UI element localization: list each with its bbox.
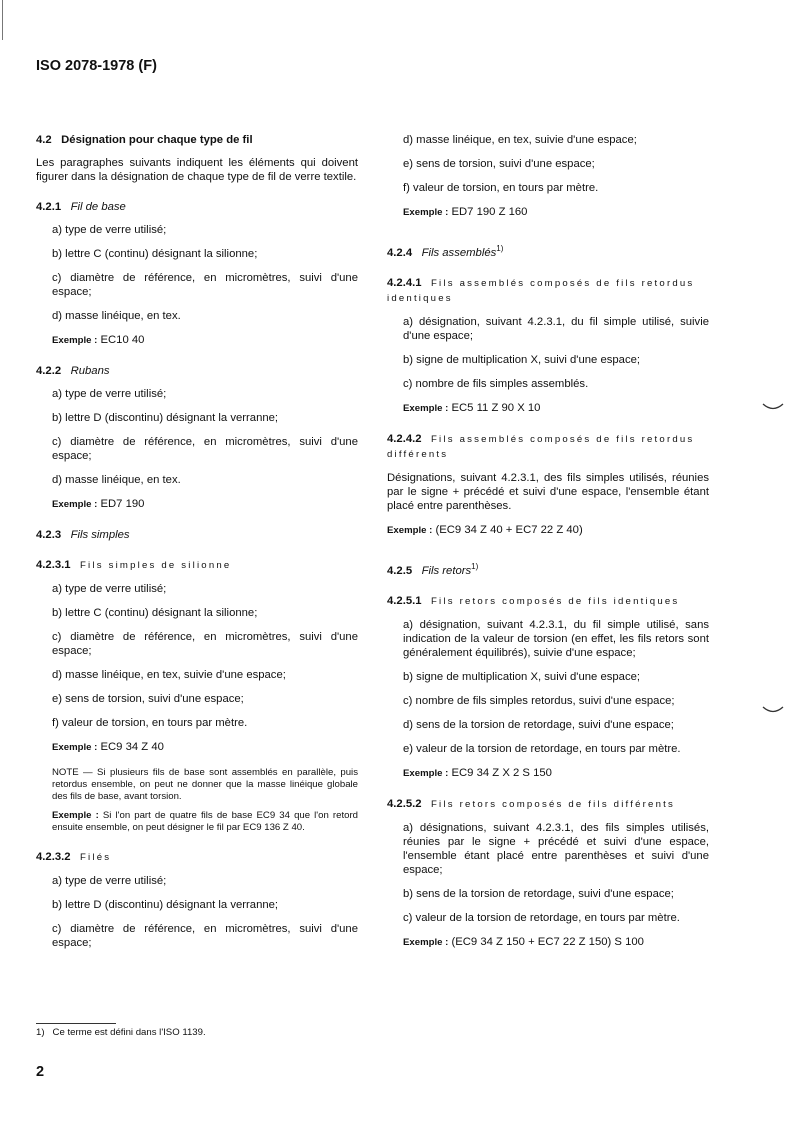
section-title: Désignation pour chaque type de fil xyxy=(61,134,253,146)
margin-mark-icon xyxy=(762,401,784,411)
list-item: b) sens de la torsion de retordage, suivi d'une espace; xyxy=(403,887,674,900)
example-value: Si l'on part de quatre fils de base EC9 34 que l'on retord ensuite ensemble, on peut désigner le fil par EC9 136 Z 40. xyxy=(52,810,358,833)
example-label: Exemple : xyxy=(387,524,433,536)
list-item: c) diamètre de référence, en micromètres, suivi d'une espace; xyxy=(52,272,358,298)
section-number: 4.2.5 xyxy=(387,564,413,577)
section-title: Fils assemblés composés de fils retordus différents xyxy=(387,433,695,460)
list-item: a) type de verre utilisé; xyxy=(52,583,167,595)
example-value: (EC9 34 Z 150 + EC7 22 Z 150) S 100 xyxy=(451,935,644,948)
list-item: d) masse linéique, en tex. xyxy=(52,474,181,486)
section-number: 4.2.1 xyxy=(36,201,62,213)
section-heading-4-2-3-1 xyxy=(36,558,358,573)
list-item: d) masse linéique, en tex. xyxy=(52,310,181,322)
example-value: (EC9 34 Z 40 + EC7 22 Z 40) xyxy=(435,523,583,536)
left-column xyxy=(36,133,358,960)
section-heading-4-2-1 xyxy=(36,200,358,214)
list-item: c) diamètre de référence, en micromètres, suivi d'une espace; xyxy=(52,436,358,462)
example-value: EC5 11 Z 90 X 10 xyxy=(451,401,541,414)
list-item: d) sens de la torsion de retordage, suivi d'une espace; xyxy=(403,718,674,731)
section-title: Fils retors composés de fils identiques xyxy=(430,595,680,607)
footnote xyxy=(36,1027,206,1038)
list-item: e) valeur de la torsion de retordage, en tours par mètre. xyxy=(403,742,681,755)
list-item: d) masse linéique, en tex, suivie d'une espace; xyxy=(52,669,286,681)
section-title: Filés xyxy=(79,852,112,863)
note-paragraph: NOTE — Si plusieurs fils de base sont assemblés en parallèle, puis retordus ensemble, on peut ne donner que la masse linéique globale des fils de base, avant torsion. xyxy=(52,767,358,802)
section-heading-4-2-2 xyxy=(36,364,358,378)
section-title: Fils simples de silionne xyxy=(79,560,232,571)
list-item: a) désignation, suivant 4.2.3.1, du fil simple utilisé, sans indication de la valeur de torsion (en effet, les fils retors sont généralement équilibrés), suivie d'une espace; xyxy=(403,618,709,659)
list-item: b) signe de multiplication X, suivi d'une espace; xyxy=(403,670,641,683)
list-item: a) type de verre utilisé; xyxy=(52,875,167,887)
section-title: Fils retors composés de fils différents xyxy=(430,798,675,810)
list-item: a) type de verre utilisé; xyxy=(52,388,167,400)
example-line xyxy=(403,766,709,781)
section-number: 4.2.3 xyxy=(36,529,62,541)
example-label: Exemple : xyxy=(52,499,98,510)
list-item: c) nombre de fils simples assemblés. xyxy=(403,377,589,390)
list-item: b) signe de multiplication X, suivi d'une espace; xyxy=(403,353,641,366)
page-edge-line xyxy=(2,0,3,40)
section-number: 4.2.5.1 xyxy=(387,594,422,607)
example-line xyxy=(403,205,709,220)
section-title: Fils retors xyxy=(421,564,472,577)
footnote-marker: 1) xyxy=(471,561,479,571)
note-example xyxy=(52,810,358,834)
body-paragraph: Désignations, suivant 4.2.3.1, des fils simples utilisés, réunies par le signe + précédé et suivi d'une espace, l'ensemble étant placé entre parenthèses. xyxy=(387,471,709,512)
standard-identifier: ISO 2078-1978 (F) xyxy=(36,58,157,74)
section-heading-4-2-4-2 xyxy=(387,432,709,462)
list-item: a) désignation, suivant 4.2.3.1, du fil simple utilisé, suivie d'une espace; xyxy=(403,315,709,342)
example-line xyxy=(403,935,709,950)
section-heading-4-2-3-2 xyxy=(36,850,358,865)
example-value: EC10 40 xyxy=(100,334,145,346)
section-title: Rubans xyxy=(70,365,110,377)
section-heading-4-2-3 xyxy=(36,528,358,542)
section-heading-4-2-5-2 xyxy=(387,797,709,812)
list-item: b) lettre C (continu) désignant la silionne; xyxy=(52,248,258,260)
example-label: Exemple : xyxy=(403,936,449,948)
list-item: d) masse linéique, en tex, suivie d'une espace; xyxy=(403,134,637,146)
list-item: c) valeur de la torsion de retordage, en tours par mètre. xyxy=(403,911,680,924)
page-number: 2 xyxy=(36,1064,45,1080)
list-item: b) lettre D (discontinu) désignant la verranne; xyxy=(52,899,279,911)
list-item: a) désignations, suivant 4.2.3.1, des fils simples utilisés, réunies par le signe + précédé et suivi d'une espace, l'ensemble étant placé entre parenthèses et suivi d'une espace; xyxy=(403,821,709,876)
example-line xyxy=(52,740,358,755)
example-line xyxy=(387,523,709,538)
footnote-number: 1) xyxy=(36,1027,45,1038)
section-number: 4.2.3.2 xyxy=(36,851,71,863)
section-heading-4-2-5-1 xyxy=(387,594,709,609)
footnote-marker: 1) xyxy=(496,244,504,253)
example-label: Exemple : xyxy=(52,810,99,821)
section-number: 4.2.3.1 xyxy=(36,559,71,571)
example-label: Exemple : xyxy=(403,402,449,414)
section-number: 4.2.2 xyxy=(36,365,62,377)
section-title: Fils assemblés composés de fils retordus identiques xyxy=(387,277,695,304)
list-item: c) nombre de fils simples retordus, suivi d'une espace; xyxy=(403,694,675,707)
example-value: ED7 190 xyxy=(100,498,145,510)
example-line xyxy=(52,497,358,512)
example-value: EC9 34 Z X 2 S 150 xyxy=(451,766,552,779)
list-item: b) lettre C (continu) désignant la silionne; xyxy=(52,607,258,619)
list-item: f) valeur de torsion, en tours par mètre. xyxy=(52,717,248,729)
section-title: Fils simples xyxy=(70,529,130,541)
section-title: Fil de base xyxy=(70,201,126,213)
section-heading-4-2-4-1 xyxy=(387,276,709,306)
example-label: Exemple : xyxy=(403,767,449,779)
example-label: Exemple : xyxy=(52,742,98,753)
list-item: a) type de verre utilisé; xyxy=(52,224,167,236)
list-item: b) lettre D (discontinu) désignant la verranne; xyxy=(52,412,279,424)
list-item: e) sens de torsion, suivi d'une espace; xyxy=(403,158,595,170)
section-heading-4-2-4 xyxy=(387,242,709,260)
section-title: Fils assemblés xyxy=(421,246,497,259)
section-number: 4.2.4.1 xyxy=(387,276,422,289)
footnote-text: Ce terme est défini dans l'ISO 1139. xyxy=(52,1027,206,1038)
example-value: EC9 34 Z 40 xyxy=(100,741,164,753)
list-item: c) diamètre de référence, en micromètres, suivi d'une espace; xyxy=(52,923,358,949)
section-number: 4.2.4.2 xyxy=(387,432,422,445)
section-number: 4.2.5.2 xyxy=(387,797,422,810)
intro-paragraph: Les paragraphes suivants indiquent les éléments qui doivent figurer dans la désignation de chaque type de fil de verre textile. xyxy=(36,157,358,183)
list-item: f) valeur de torsion, en tours par mètre. xyxy=(403,182,599,194)
example-label: Exemple : xyxy=(52,335,98,346)
example-label: Exemple : xyxy=(403,207,449,218)
list-item: c) diamètre de référence, en micromètres, suivi d'une espace; xyxy=(52,631,358,657)
example-line xyxy=(403,401,709,416)
section-heading-4-2 xyxy=(36,133,358,147)
example-value: ED7 190 Z 160 xyxy=(451,206,528,218)
right-column xyxy=(387,133,709,966)
section-number: 4.2 xyxy=(36,134,52,146)
list-item: e) sens de torsion, suivi d'une espace; xyxy=(52,693,244,705)
margin-mark-icon xyxy=(762,704,784,714)
section-number: 4.2.4 xyxy=(387,246,413,259)
footnote-divider xyxy=(36,1023,116,1024)
section-heading-4-2-5 xyxy=(387,560,709,578)
example-line xyxy=(52,333,358,348)
